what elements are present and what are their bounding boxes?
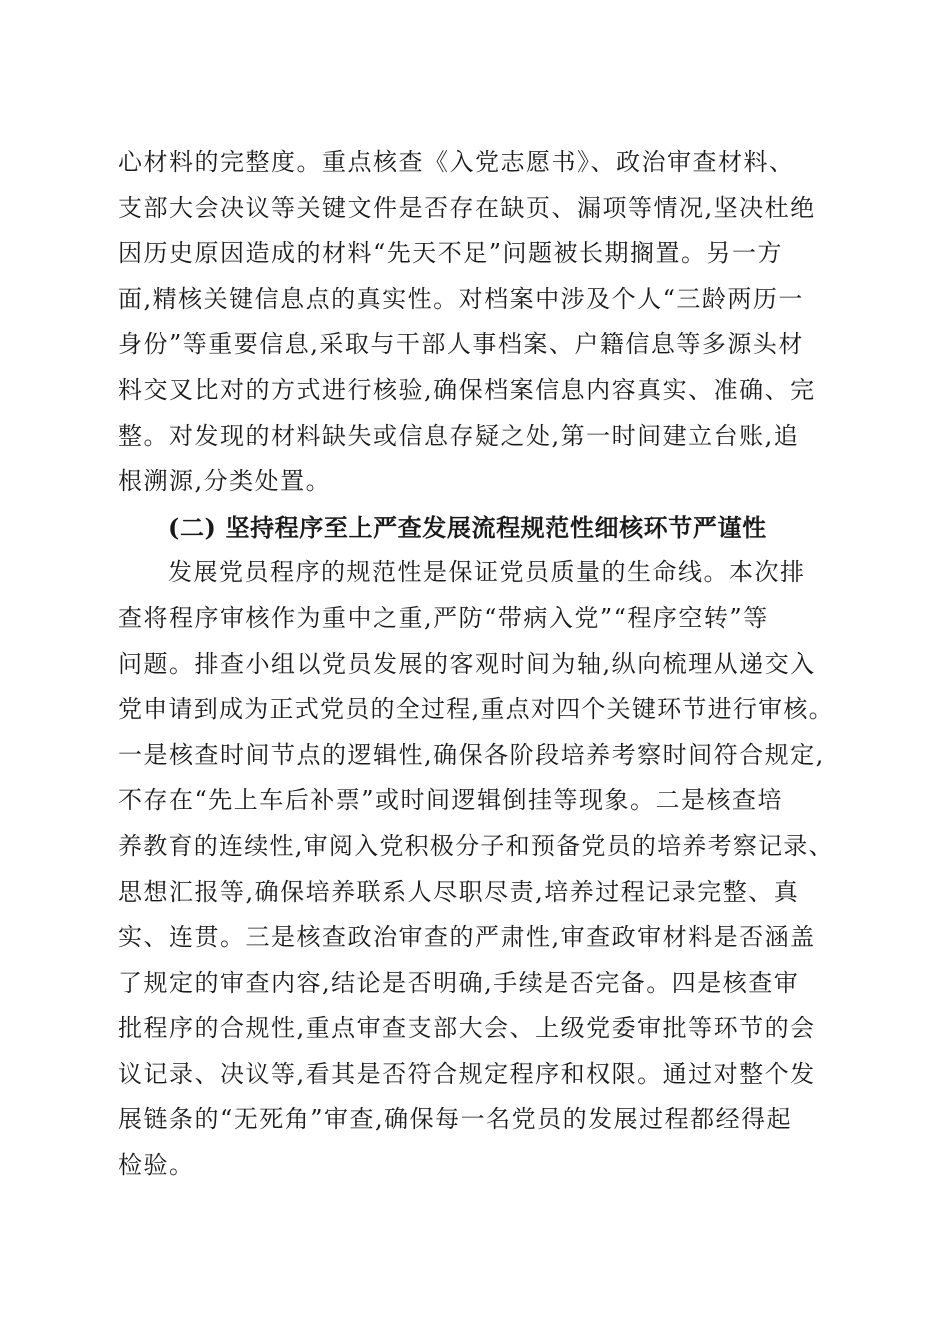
text-line: 支部大会决议等关键文件是否存在缺页、漏项等情况,坚决杜绝 (118, 193, 816, 222)
text-line: 养教育的连续性,审阅入党积极分子和预备党员的培养考察记录、 (118, 831, 834, 860)
text-line: 查将程序审核作为重中之重,严防“带病入党”“程序空转”等 (118, 603, 769, 632)
text-line: 料交叉比对的方式进行核验,确保档案信息内容真实、准确、完 (118, 375, 816, 404)
section-heading: (二) 坚持程序至上严查发展流程规范性细核环节严谨性 (168, 512, 767, 542)
text-line: 一是核查时间节点的逻辑性,确保各阶段培养考察时间符合规定, (118, 740, 825, 769)
text-line: 整。对发现的材料缺失或信息存疑之处,第一时间建立台账,追 (118, 421, 800, 450)
text-line: 实、连贯。三是核查政治审查的严肃性,审查政审材料是否涵盖 (118, 923, 816, 952)
text-line: 不存在“先上车后补票”或时间逻辑倒挂等现象。二是核查培 (118, 786, 784, 815)
text-line: 因历史原因造成的材料“先天不足”问题被长期搁置。另一方 (118, 239, 784, 268)
text-line: 党申请到成为正式党员的全过程,重点对四个关键环节进行审核。 (118, 695, 834, 724)
text-line: 展链条的“无死角”审查,确保每一名党员的发展过程都经得起 (118, 1105, 793, 1134)
paragraph-procedure-check (118, 550, 838, 1188)
text-line: 心材料的完整度。重点核查《入党志愿书》、政治审查材料、 (118, 148, 795, 176)
text-line: 问题。排查小组以党员发展的客观时间为轴,纵向梳理从递交入 (118, 649, 816, 678)
text-line: 思想汇报等,确保培养联系人尽职尽责,培养过程记录完整、真 (118, 877, 800, 906)
paragraph-archive-check (118, 140, 838, 505)
text-line: 身份”等重要信息,采取与干部人事档案、户籍信息等多源头材 (118, 330, 804, 359)
text-line: 根溯源,分类处置。 (118, 467, 332, 496)
text-line: 议记录、决议等,看其是否符合规定程序和权限。通过对整个发 (118, 1059, 816, 1088)
document-body (118, 140, 838, 1189)
text-line: 了规定的审查内容,结论是否明确,手续是否完备。四是核查审 (118, 968, 800, 997)
text-line: 批程序的合规性,重点审查支部大会、上级党委审批等环节的会 (118, 1014, 816, 1043)
text-line: 发展党员程序的规范性是保证党员质量的生命线。本次排 (168, 558, 806, 587)
text-line: 检验。 (118, 1151, 195, 1180)
text-line: 面,精核关键信息点的真实性。对档案中涉及个人“三龄两历一 (118, 284, 804, 313)
